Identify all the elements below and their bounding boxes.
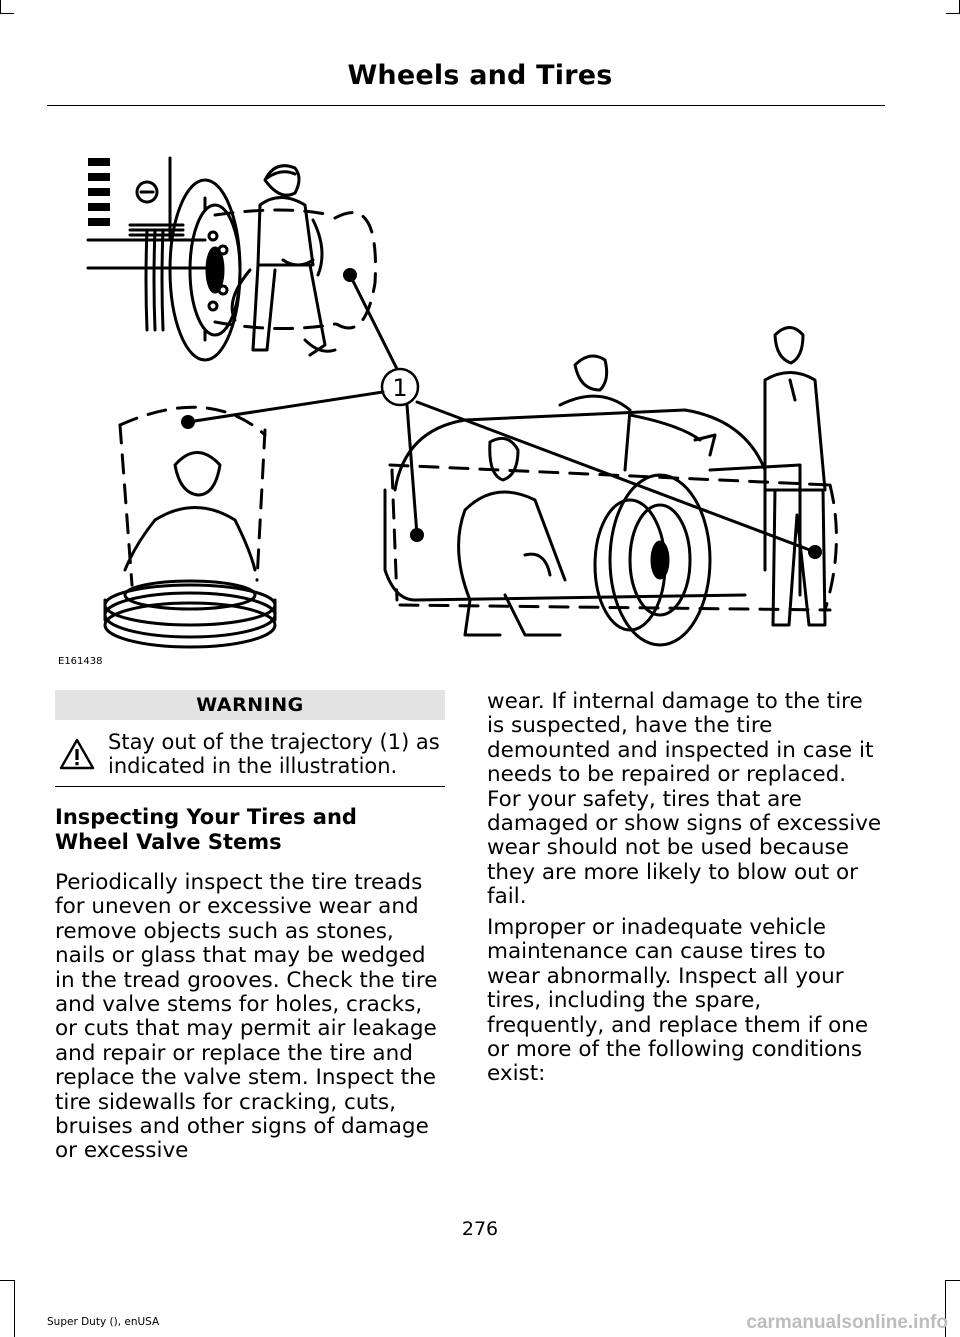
trajectory-zone-left (120, 407, 265, 585)
warning-title: WARNING (55, 690, 445, 720)
figure-id: E161438 (58, 656, 103, 667)
warning-triangle-icon (59, 738, 95, 770)
body-paragraph: Periodically inspect the tire treads for uneven or excessive wear and remove objects such as stones, nails or glass that may be wedged in the tread grooves. Check the tire and valve stems for holes, cracks, or cuts that may permit air leakage and repair or replace the tire and replace the valve stem. Inspect the tire sidewalls for cracking, cuts, bruises and other signs of damage or excessive (55, 870, 438, 1164)
page-title: Wheels and Tires (347, 60, 613, 91)
crop-mark (14, 1280, 15, 1337)
watermark: carmanualsonline.info (746, 1312, 948, 1333)
callout-number: 1 (392, 374, 408, 402)
crop-mark (0, 1280, 14, 1281)
page-number: 276 (461, 1218, 499, 1240)
crop-mark (0, 0, 1, 14)
crop-mark (0, 13, 14, 14)
body-paragraph: Improper or inadequate vehicle maintenance can cause tires to wear abnormally. Inspect all your tires, including the spare, frequently, and replace them if one or more of the following conditions exist: (487, 915, 869, 1087)
bystander-figure (765, 328, 825, 626)
section-heading: Inspecting Your Tires and Wheel Valve Stems (55, 805, 357, 854)
crop-mark (946, 1280, 960, 1281)
truck-hub-drawing (88, 158, 240, 360)
edition-label: Super Duty (), enUSA (47, 1316, 160, 1328)
header-divider (47, 105, 885, 106)
tire-service-illustration (55, 140, 855, 680)
body-paragraph: wear. If internal damage to the tire is suspected, have the tire demounted and inspected in case it needs to be repaired or replaced. For your safety, tires that are damaged or show signs of excessive wear should not be used because they are more likely to blow out or fail. (487, 689, 882, 910)
warning-text: Stay out of the trajectory (1) as indicated in the illustration. (108, 730, 440, 778)
crop-mark (946, 13, 960, 14)
warning-divider (55, 786, 445, 787)
